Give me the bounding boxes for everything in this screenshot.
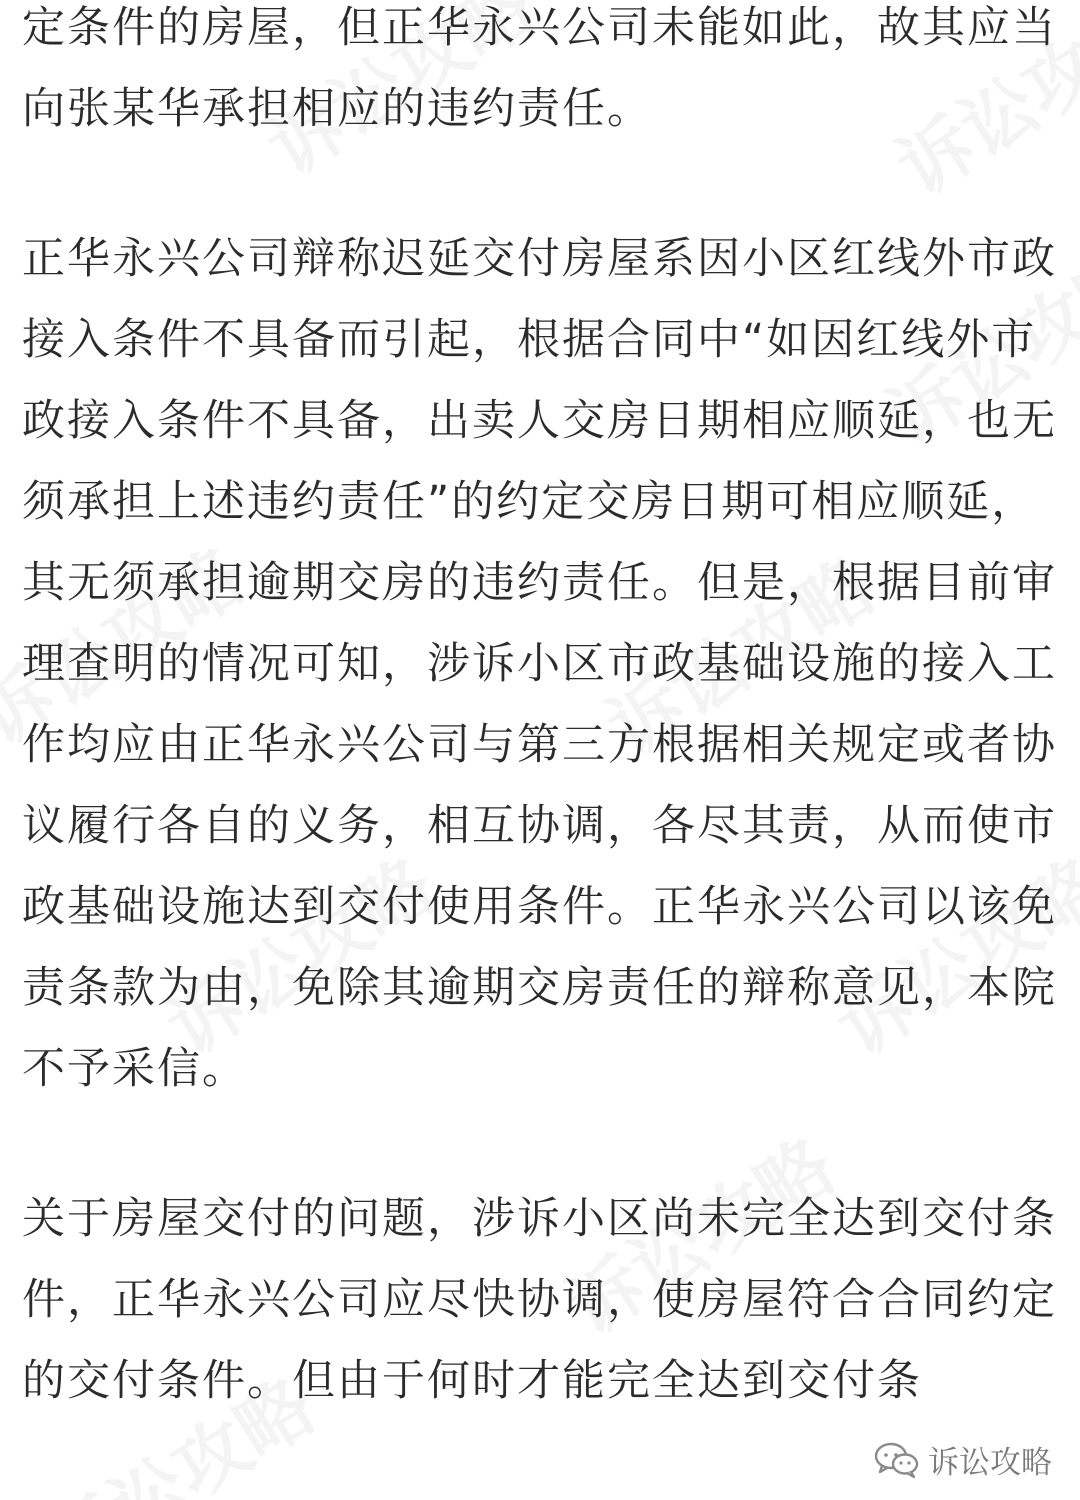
wechat-icon [874,1441,920,1479]
article-body [22,0,1062,1422]
source-watermark [874,1437,1052,1482]
paragraph: 关于房屋交付的问题，涉诉小区尚未完全达到交付条件，正华永兴公司应尽快协调，使房屋符合合同约定的交付条件。但由于何时才能完全达到交付条 [22,1194,1057,1406]
paragraph: 定条件的房屋，但正华永兴公司未能如此，故其应当向张某华承担相应的违约责任。 [22,3,1057,134]
paragraph: 正华永兴公司辩称迟延交付房屋系因小区红线外市政接入条件不具备而引起，根据合同中“如因红线外市政接入条件不具备，出卖人交房日期相应顺延，也无须承担上述违约责任”的约定交房日期可相应顺延，其无须承担逾期交房的违约责任。但是，根据目前审理查明的情况可知，涉诉小区市政基础设施的接入工作均应由正华永兴公司与第三方根据相关规定或者协议履行各自的义务，相互协调，各尽其责，从而使市政基础设施达到交付使用条件。正华永兴公司以该免责条款为由，免除其逾期交房责任的辩称意见，本院不予采信。 [22,234,1057,1094]
source-label: 诉讼攻略 [928,1445,1052,1481]
